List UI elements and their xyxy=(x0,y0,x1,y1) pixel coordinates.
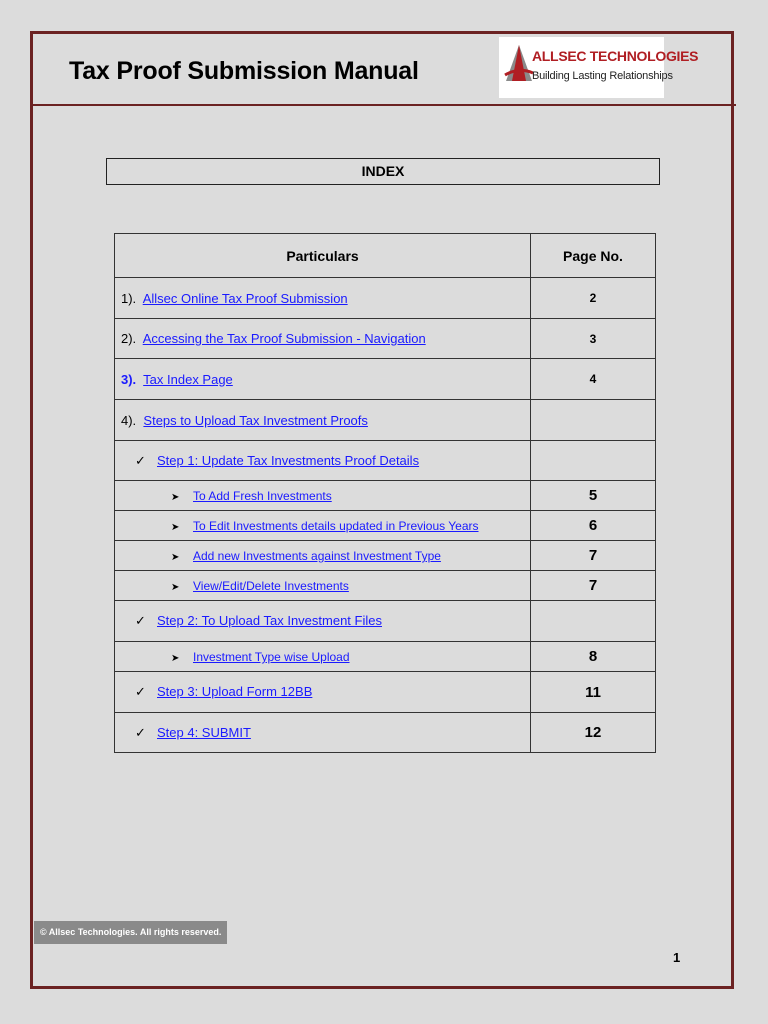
checkmark-icon: ✓ xyxy=(135,613,146,628)
table-header-row xyxy=(115,234,656,278)
link-edit-investments[interactable]: To Edit Investments details updated in Previous Years xyxy=(193,519,479,533)
checkmark-icon: ✓ xyxy=(135,684,146,699)
link-investment-type-upload[interactable]: Investment Type wise Upload xyxy=(193,650,350,664)
page-number-cell xyxy=(531,400,656,441)
arrow-bullet-icon: ➤ xyxy=(171,552,180,563)
checkmark-icon: ✓ xyxy=(135,724,146,740)
link-steps-to-upload[interactable]: Steps to Upload Tax Investment Proofs xyxy=(143,412,368,428)
item-number: 2). xyxy=(121,331,137,346)
table-row xyxy=(115,359,656,400)
copyright-notice: © Allsec Technologies. All rights reserved. xyxy=(34,921,227,944)
particulars-header: Particulars xyxy=(115,234,531,278)
page-number: 1 xyxy=(673,950,681,965)
arrow-bullet-icon: ➤ xyxy=(171,582,180,593)
table-row xyxy=(115,400,656,441)
link-step-2[interactable]: Step 2: To Upload Tax Investment Files xyxy=(157,613,382,628)
table-row xyxy=(115,511,656,541)
index-heading: INDEX xyxy=(106,158,660,185)
item-number: 3). xyxy=(121,371,137,387)
page-number-cell: 12 xyxy=(531,713,656,753)
page-number-cell: 8 xyxy=(531,642,656,672)
link-view-edit-delete[interactable]: View/Edit/Delete Investments xyxy=(193,579,349,593)
page-number-cell: 7 xyxy=(531,541,656,571)
table-row xyxy=(115,571,656,601)
link-add-new-investments[interactable]: Add new Investments against Investment Type xyxy=(193,549,441,563)
link-online-tax-proof-submission[interactable]: Allsec Online Tax Proof Submission xyxy=(142,290,348,306)
logo-company-name: ALLSEC TECHNOLOGIES xyxy=(532,48,699,64)
page-number-cell: 2 xyxy=(531,278,656,319)
table-row xyxy=(115,481,656,511)
page-number-cell: 5 xyxy=(531,481,656,511)
header-divider xyxy=(30,104,736,106)
page-number-cell: 11 xyxy=(531,672,656,713)
logo-tagline: Building Lasting Relationships xyxy=(532,70,673,82)
arrow-bullet-icon: ➤ xyxy=(171,492,180,503)
logo-triangle-icon xyxy=(504,43,534,83)
index-table xyxy=(114,233,656,753)
table-row xyxy=(115,541,656,571)
page-number-cell: 3 xyxy=(531,319,656,359)
table-row xyxy=(115,278,656,319)
table-row xyxy=(115,441,656,481)
page-number-cell: 4 xyxy=(531,359,656,400)
link-step-4-submit[interactable]: Step 4: SUBMIT xyxy=(157,724,251,740)
document-title: Tax Proof Submission Manual xyxy=(69,57,419,85)
page-no-header: Page No. xyxy=(531,234,656,278)
link-tax-index-page[interactable]: Tax Index Page xyxy=(143,371,233,387)
table-row xyxy=(115,601,656,642)
table-row xyxy=(115,319,656,359)
checkmark-icon: ✓ xyxy=(135,452,146,468)
link-accessing-navigation[interactable]: Accessing the Tax Proof Submission - Navigation xyxy=(142,331,426,346)
arrow-bullet-icon: ➤ xyxy=(171,653,180,664)
link-add-fresh-investments[interactable]: To Add Fresh Investments xyxy=(193,489,332,503)
arrow-bullet-icon: ➤ xyxy=(171,522,180,533)
page-number-cell: 7 xyxy=(531,571,656,601)
table-row xyxy=(115,642,656,672)
page-number-cell xyxy=(531,441,656,481)
link-step-3[interactable]: Step 3: Upload Form 12BB xyxy=(157,684,313,699)
item-number: 4). xyxy=(121,412,137,428)
page-number-cell: 6 xyxy=(531,511,656,541)
table-row xyxy=(115,672,656,713)
link-step-1[interactable]: Step 1: Update Tax Investments Proof Details xyxy=(157,452,420,468)
table-row xyxy=(115,713,656,753)
company-logo xyxy=(499,37,699,98)
item-number: 1). xyxy=(121,290,137,306)
page-number-cell xyxy=(531,601,656,642)
